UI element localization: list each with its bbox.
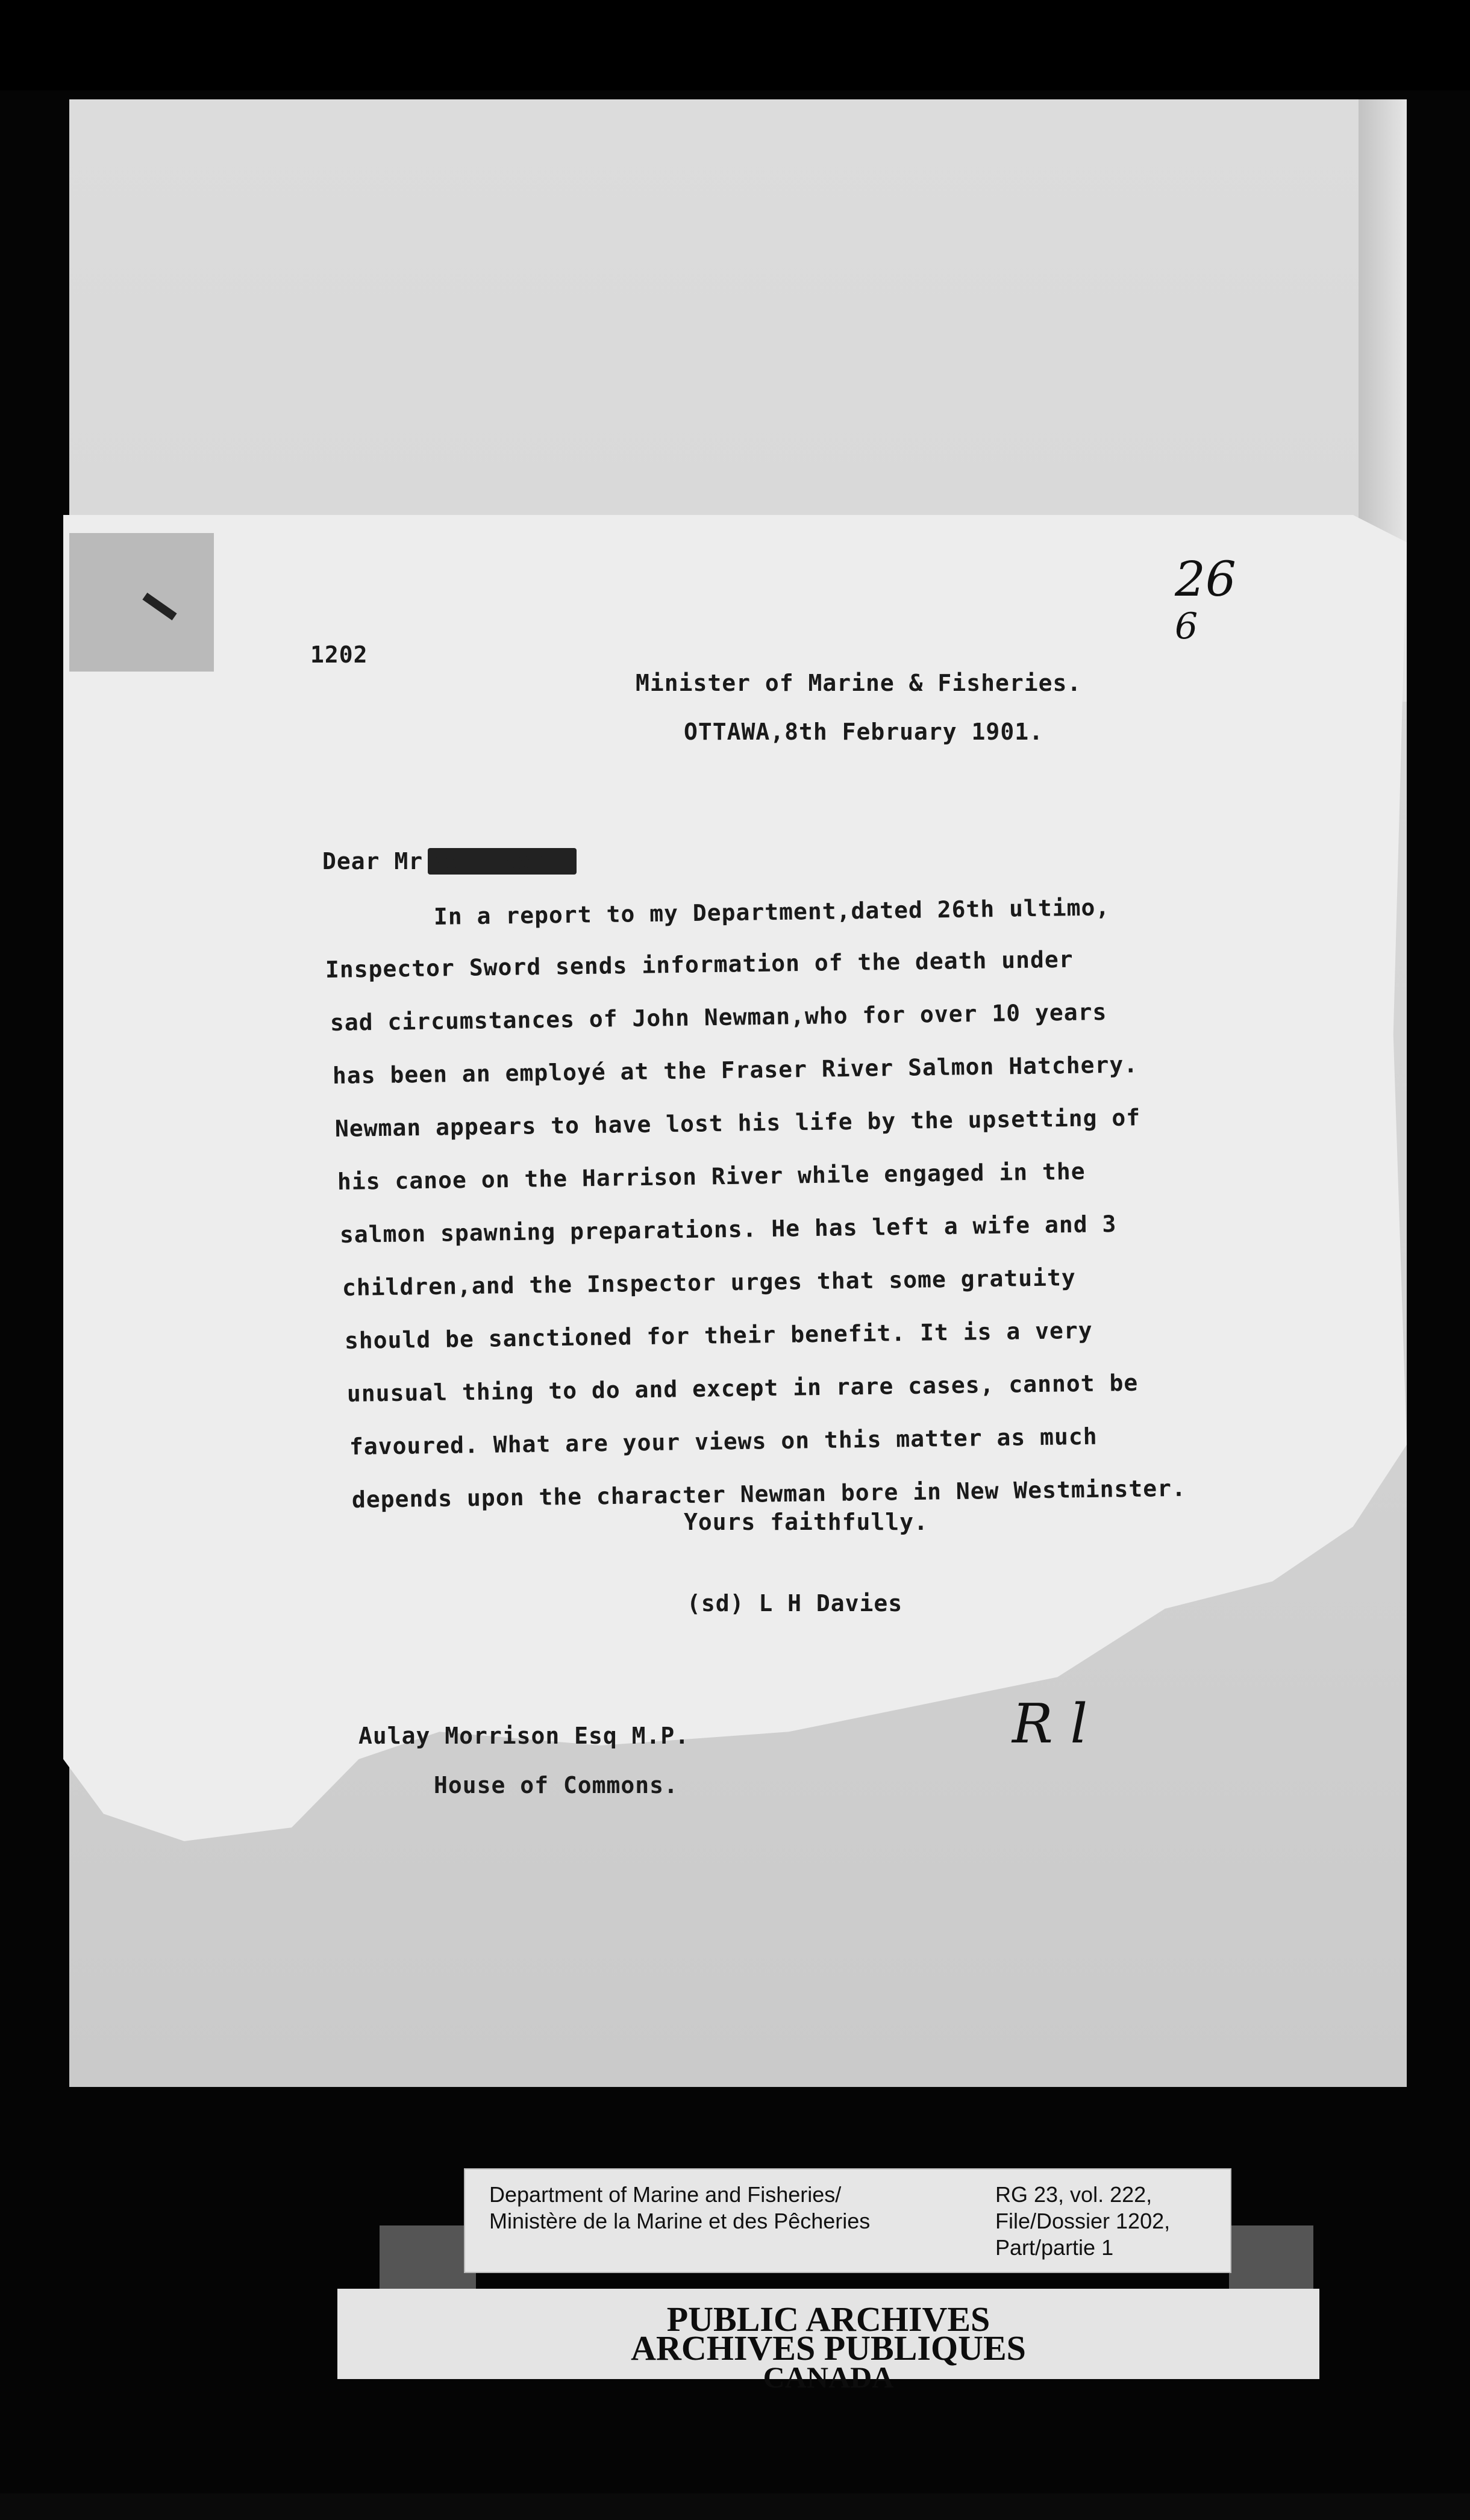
label-reference bbox=[995, 2182, 1170, 2261]
closing: Yours faithfully. bbox=[684, 1509, 928, 1535]
handwritten-initials: R l bbox=[1012, 1692, 1088, 1756]
stamp-line-3: CANADA bbox=[763, 2360, 894, 2394]
place-date: OTTAWA,8th February 1901. bbox=[684, 719, 1043, 745]
archive-reference-label bbox=[464, 2168, 1231, 2273]
recipient-place: House of Commons. bbox=[434, 1772, 678, 1798]
label-tab-left bbox=[380, 2225, 476, 2292]
salutation-prefix: Dear Mr bbox=[322, 848, 424, 875]
department-en: Department of Marine and Fisheries/ bbox=[489, 2182, 842, 2207]
department-fr: Ministère de la Marine et des Pêcheries bbox=[489, 2209, 871, 2233]
file-number: 1202 bbox=[310, 641, 368, 668]
body-line: salmon spawning preparations. He has left a wife and 3 bbox=[339, 1210, 1117, 1248]
stamp-line-2: ARCHIVES PUBLIQUES bbox=[631, 2328, 1026, 2368]
body-line: his canoe on the Harrison River while engaged in the bbox=[337, 1158, 1086, 1195]
reference-part: Part/partie 1 bbox=[995, 2235, 1114, 2260]
salutation bbox=[322, 848, 577, 875]
archive-stamp bbox=[337, 2289, 1319, 2394]
body-line: Inspector Sword sends information of the death under bbox=[325, 946, 1074, 983]
body-line: Newman appears to have lost his life by the upsetting of bbox=[334, 1104, 1141, 1142]
film-edge bbox=[0, 0, 1470, 90]
body-line: In a report to my Department,dated 26th ultimo, bbox=[433, 894, 1110, 930]
body-line: should be sanctioned for their benefit. It is a very bbox=[344, 1317, 1093, 1354]
reference-file: File/Dossier 1202, bbox=[995, 2209, 1171, 2233]
recipient-name: Aulay Morrison Esq M.P. bbox=[358, 1723, 690, 1749]
stamp-line-1: PUBLIC ARCHIVES bbox=[666, 2300, 990, 2339]
reference-group: RG 23, vol. 222, bbox=[995, 2182, 1153, 2207]
body-line: depends upon the character Newman bore in New Westminster. bbox=[351, 1474, 1187, 1513]
body-line: unusual thing to do and except in rare cases, cannot be bbox=[346, 1369, 1139, 1407]
handwritten-folio-sub: 6 bbox=[1175, 605, 1198, 647]
body-line: children,and the Inspector urges that some gratuity bbox=[342, 1264, 1076, 1301]
body-line: has been an employé at the Fraser River Salmon Hatchery. bbox=[332, 1051, 1139, 1089]
body-line: sad circumstances of John Newman,who for over 10 years bbox=[330, 998, 1107, 1036]
pin-mark bbox=[69, 533, 214, 672]
body-line: favoured. What are your views on this matter as much bbox=[349, 1423, 1098, 1460]
signature: (sd) L H Davies bbox=[687, 1590, 903, 1617]
label-tab-right bbox=[1229, 2225, 1313, 2292]
sender-title: Minister of Marine & Fisheries. bbox=[636, 670, 1082, 696]
label-department bbox=[489, 2182, 870, 2235]
film-perforations bbox=[0, 2493, 1470, 2520]
salutation-name: Morrison.- bbox=[428, 848, 577, 875]
handwritten-folio: 26 bbox=[1175, 551, 1236, 607]
